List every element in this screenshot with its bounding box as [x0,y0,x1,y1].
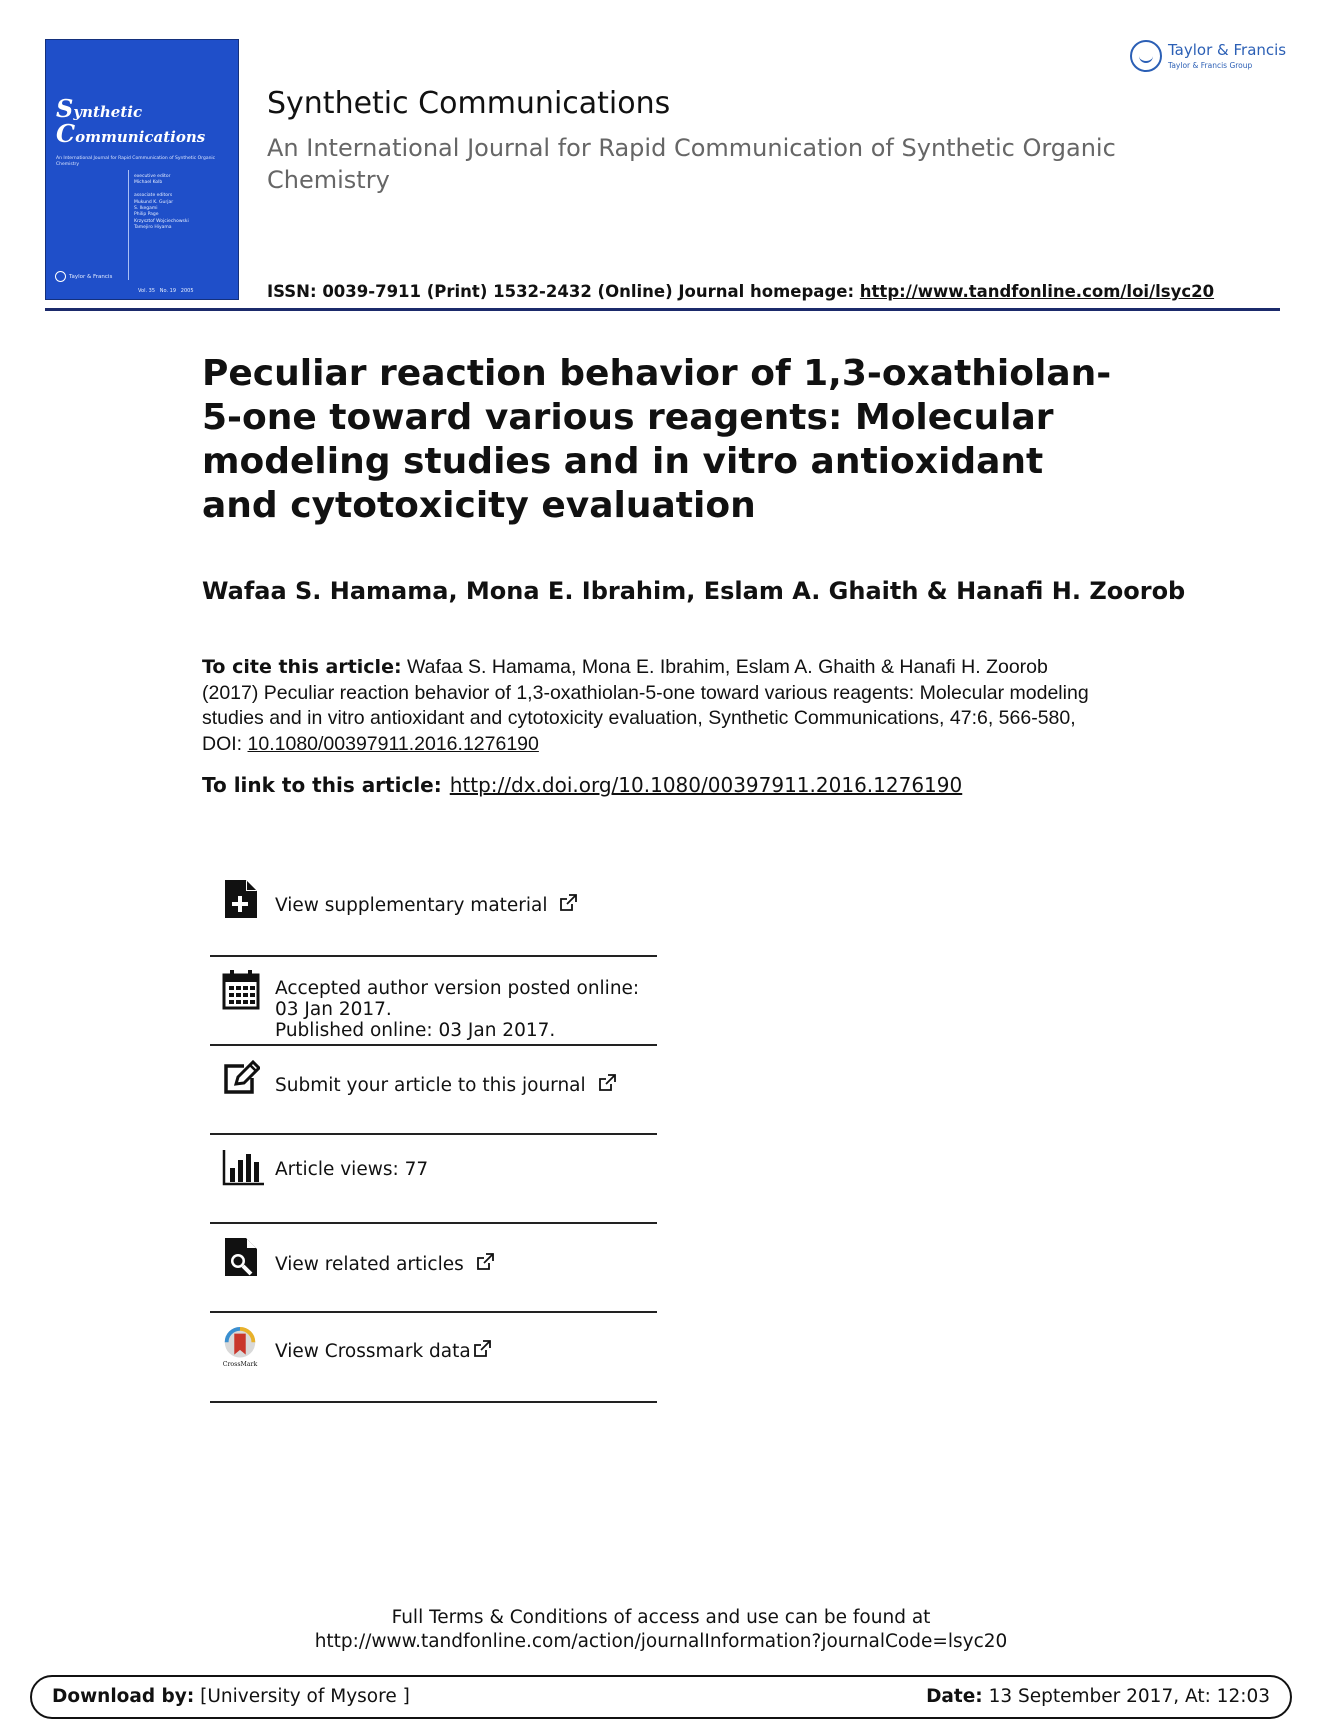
journal-cover [45,39,239,300]
related-articles-row[interactable] [210,1236,657,1296]
info-divider [210,1133,657,1135]
article-views-row [210,1146,657,1206]
doi-link[interactable]: 10.1080/00397911.2016.1276190 [247,732,539,755]
article-title: Peculiar reaction behavior of 1,3-oxathiolan-5-one toward various reagents: Molecular modeling studies and in vitro antioxidant and cytotoxicity evaluation [202,353,1112,526]
submit-article-row[interactable] [210,1058,657,1118]
publication-dates-row [210,968,657,1041]
search-document-icon [222,1236,260,1278]
crossmark-logo-text: CrossMark [222,1361,258,1368]
calendar-icon [222,968,260,1010]
journal-homepage-link[interactable]: http://www.tandfonline.com/loi/lsyc20 [859,282,1215,301]
crossmark-row[interactable] [210,1326,657,1382]
edit-icon [222,1058,260,1100]
terms-url[interactable]: http://www.tandfonline.com/action/journalInformation?journalCode=lsyc20 [314,1631,1008,1652]
external-link-icon [559,894,577,912]
publisher-logo[interactable] [1130,38,1290,78]
publisher-logo-name: Taylor & Francis [1168,41,1287,59]
external-link-icon [476,1253,494,1271]
cover-subtitle: An International Journal for Rapid Communication of Synthetic Organic Chemistry [56,156,216,167]
supplementary-material-row[interactable] [210,878,657,938]
supplementary-label: View supplementary material [275,895,548,916]
article-link-row [202,773,962,797]
article-authors: Wafaa S. Hamama, Mona E. Ibrahim, Eslam A. Ghaith & Hanafi H. Zoorob [202,577,1186,605]
published-date: Published online: 03 Jan 2017. [275,1020,556,1041]
related-articles-label: View related articles [275,1254,464,1275]
journal-subtitle: An International Journal for Rapid Communication of Synthetic Organic Chemistry [267,134,1116,194]
download-institution: [University of Mysore ] [194,1686,410,1707]
info-divider [210,1401,657,1403]
submit-article-label: Submit your article to this journal [275,1075,586,1096]
publisher-logo-group: Taylor & Francis Group [1168,61,1253,70]
external-link-icon [473,1340,491,1358]
accepted-date: Accepted author version posted online: 03 Jan 2017. [275,978,640,1020]
document-plus-icon [222,878,260,920]
bar-chart-icon [222,1146,266,1188]
cover-divider [128,170,129,280]
info-divider [210,1311,657,1313]
citation-block [202,655,1102,757]
info-divider [210,1222,657,1224]
download-info-bar [30,1675,1292,1719]
journal-title: Synthetic Communications [267,86,671,121]
citation-text: Wafaa S. Hamama, Mona E. Ibrahim, Eslam A. Ghaith & Hanafi H. Zoorob (2017) Peculiar reaction behavior of 1,3-oxathiolan-5-one toward various reagents: Molecular modeling studies and in vitro antioxidant and cytotoxicity evaluation, Synthetic Communications, 47:6, 566-580, DOI: [202,656,1089,755]
crossmark-label: View Crossmark data [275,1341,471,1362]
issn-line: ISSN: 0039-7911 (Print) 1532-2432 (Online) Journal homepage: http://www.tandfonline.com/loi/lsyc20 [267,282,1215,301]
info-divider [210,955,657,957]
crossmark-icon [220,1326,260,1368]
article-link[interactable]: http://dx.doi.org/10.1080/00397911.2016.1276190 [449,773,963,797]
publisher-logo-icon [1130,40,1162,72]
citation-label: To cite this article: [202,656,402,678]
external-link-icon [598,1074,616,1092]
cover-editors: executive editor Michael Kolb associate editors Mukund K. Gurjar S. Ikegami Philip Page Krzysztof Wojciechowski Tamejiro Hiyama [134,174,189,231]
cover-title: Synthetic Communications [56,94,206,148]
date-label: Date: [926,1686,983,1707]
header-divider [45,308,1280,311]
article-views: Article views: 77 [275,1159,429,1180]
info-divider [210,1044,657,1046]
download-date: 13 September 2017, At: 12:03 [982,1686,1270,1707]
cover-publisher: Taylor & Francis [55,271,135,282]
cover-publisher-icon [55,271,66,282]
article-link-label: To link to this article: [202,773,442,797]
download-label: Download by: [52,1686,195,1707]
cover-volume: Vol. 35 No. 19 2005 [138,288,194,294]
terms-and-conditions: Full Terms & Conditions of access and use can be found at http://www.tandfonline.com/action/journalInformation?journalCode=lsyc20 [0,1606,1322,1654]
